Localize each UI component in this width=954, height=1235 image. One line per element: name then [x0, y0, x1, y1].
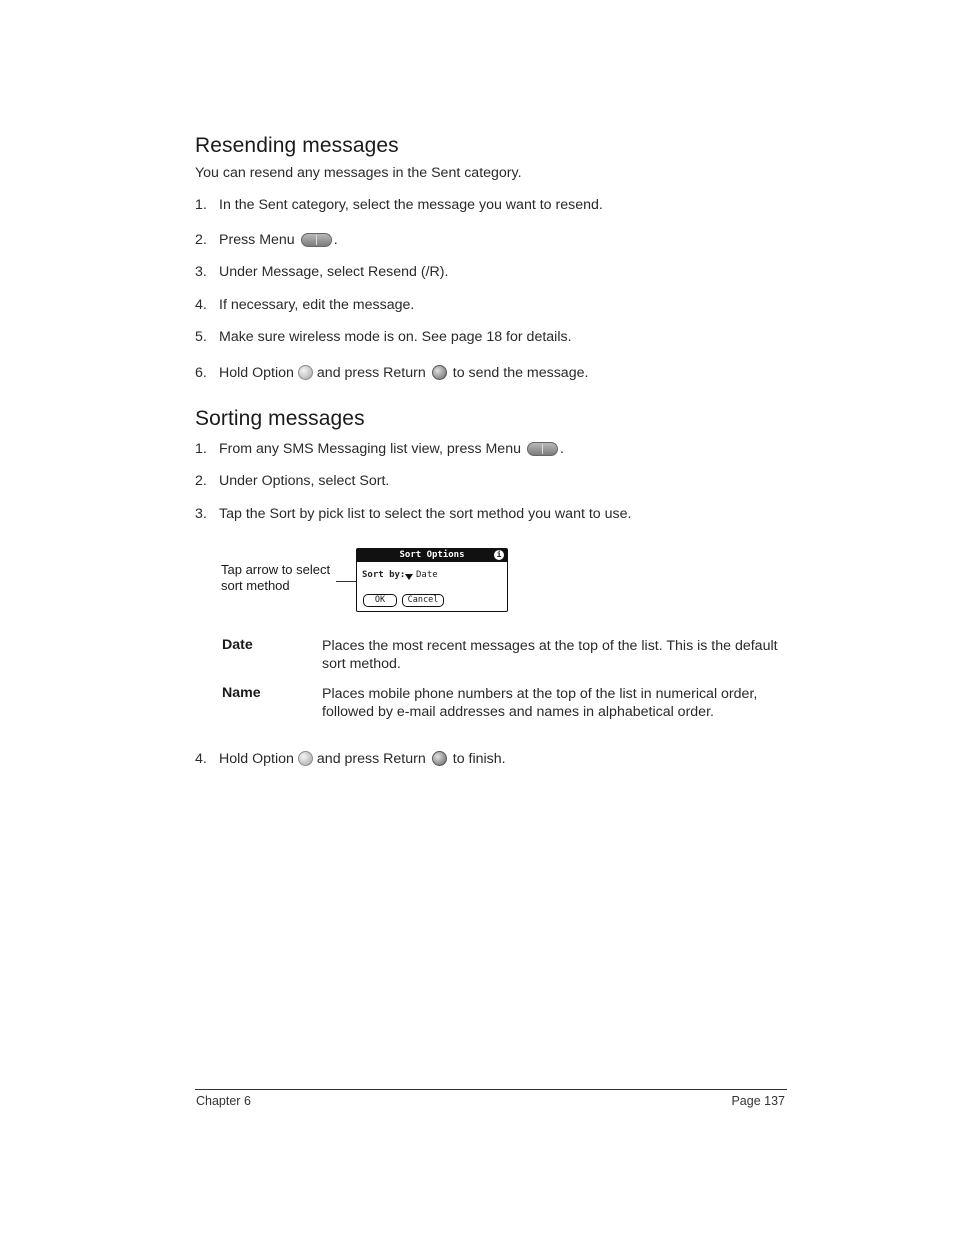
footer-divider — [195, 1089, 787, 1090]
step-number: 4. — [195, 751, 207, 767]
return-key-icon — [432, 365, 447, 380]
list-item — [0, 364, 954, 382]
step-number: 1. — [195, 197, 207, 213]
step-text-end: . — [559, 441, 564, 457]
list-item — [0, 328, 954, 346]
option-key-icon — [298, 365, 313, 380]
step-number: 6. — [195, 365, 207, 381]
step-text-wrap — [219, 440, 564, 458]
definition-line: Places mobile phone numbers at the top of the list in numerical order, — [322, 686, 758, 702]
list-item — [0, 440, 954, 458]
step-number: 3. — [195, 506, 207, 522]
definition-term: Name — [222, 685, 261, 701]
list-item — [0, 263, 954, 281]
step-text: Tap the Sort by pick list to select the sort method you want to use. — [219, 506, 632, 522]
step-text-end: to finish. — [452, 751, 506, 767]
list-item — [0, 750, 954, 768]
sort-by-value[interactable]: Date — [416, 570, 438, 580]
step-number: 5. — [195, 329, 207, 345]
step-text: From any SMS Messaging list view, press Menu — [219, 441, 521, 457]
step-text: Under Options, select Sort. — [219, 473, 390, 489]
step-text: Under Message, select Resend (/R). — [219, 264, 449, 280]
list-item — [0, 196, 954, 214]
footer-chapter: Chapter 6 — [196, 1094, 251, 1108]
list-item — [0, 505, 954, 523]
step-number: 4. — [195, 297, 207, 313]
step-number: 2. — [195, 232, 207, 248]
step-text: Press Menu — [219, 232, 295, 248]
step-text: In the Sent category, select the message you want to resend. — [219, 197, 603, 213]
definition-line: sort method. — [322, 656, 401, 672]
step-text-wrap — [219, 231, 338, 249]
figure-callout — [221, 562, 330, 594]
step-number: 2. — [195, 473, 207, 489]
menu-button-icon — [527, 442, 558, 456]
cancel-button[interactable]: Cancel — [402, 594, 444, 607]
list-item — [0, 296, 954, 314]
definition-text — [322, 637, 782, 673]
step-text: If necessary, edit the message. — [219, 297, 415, 313]
definition-text — [322, 685, 782, 721]
step-text-wrap — [219, 364, 588, 382]
definition-line: Places the most recent messages at the top of the list. This is the default — [322, 638, 778, 654]
sort-options-dialog — [356, 548, 508, 612]
menu-button-icon — [301, 233, 332, 247]
callout-line: sort method — [221, 578, 290, 593]
callout-line: Tap arrow to select — [221, 562, 331, 577]
step-number: 3. — [195, 264, 207, 280]
step-text-end: . — [333, 232, 338, 248]
footer-page-number: Page 137 — [731, 1094, 785, 1108]
step-text-wrap — [219, 750, 506, 768]
section-heading-resending: Resending messages — [195, 134, 399, 157]
definition-line: followed by e-mail addresses and names in alphabetical order. — [322, 704, 714, 720]
step-text: Hold Option — [219, 751, 294, 767]
info-icon[interactable]: i — [494, 550, 504, 560]
step-number: 1. — [195, 441, 207, 457]
step-text: Make sure wireless mode is on. See page 18 for details. — [219, 329, 572, 345]
step-text: Hold Option — [219, 365, 294, 381]
section-heading-sorting: Sorting messages — [195, 407, 365, 430]
definition-term: Date — [222, 637, 253, 653]
pick-list-arrow-icon[interactable] — [405, 574, 413, 580]
step-text-mid: and press Return — [316, 365, 426, 381]
list-item — [0, 472, 954, 490]
dialog-title: Sort Options — [357, 549, 507, 562]
section-intro: You can resend any messages in the Sent category. — [195, 165, 522, 181]
step-text-end: to send the message. — [452, 365, 589, 381]
list-item — [0, 231, 954, 249]
ok-button[interactable]: OK — [363, 594, 397, 607]
sort-by-label: Sort by: — [362, 570, 406, 580]
step-text-mid: and press Return — [316, 751, 426, 767]
option-key-icon — [298, 751, 313, 766]
return-key-icon — [432, 751, 447, 766]
